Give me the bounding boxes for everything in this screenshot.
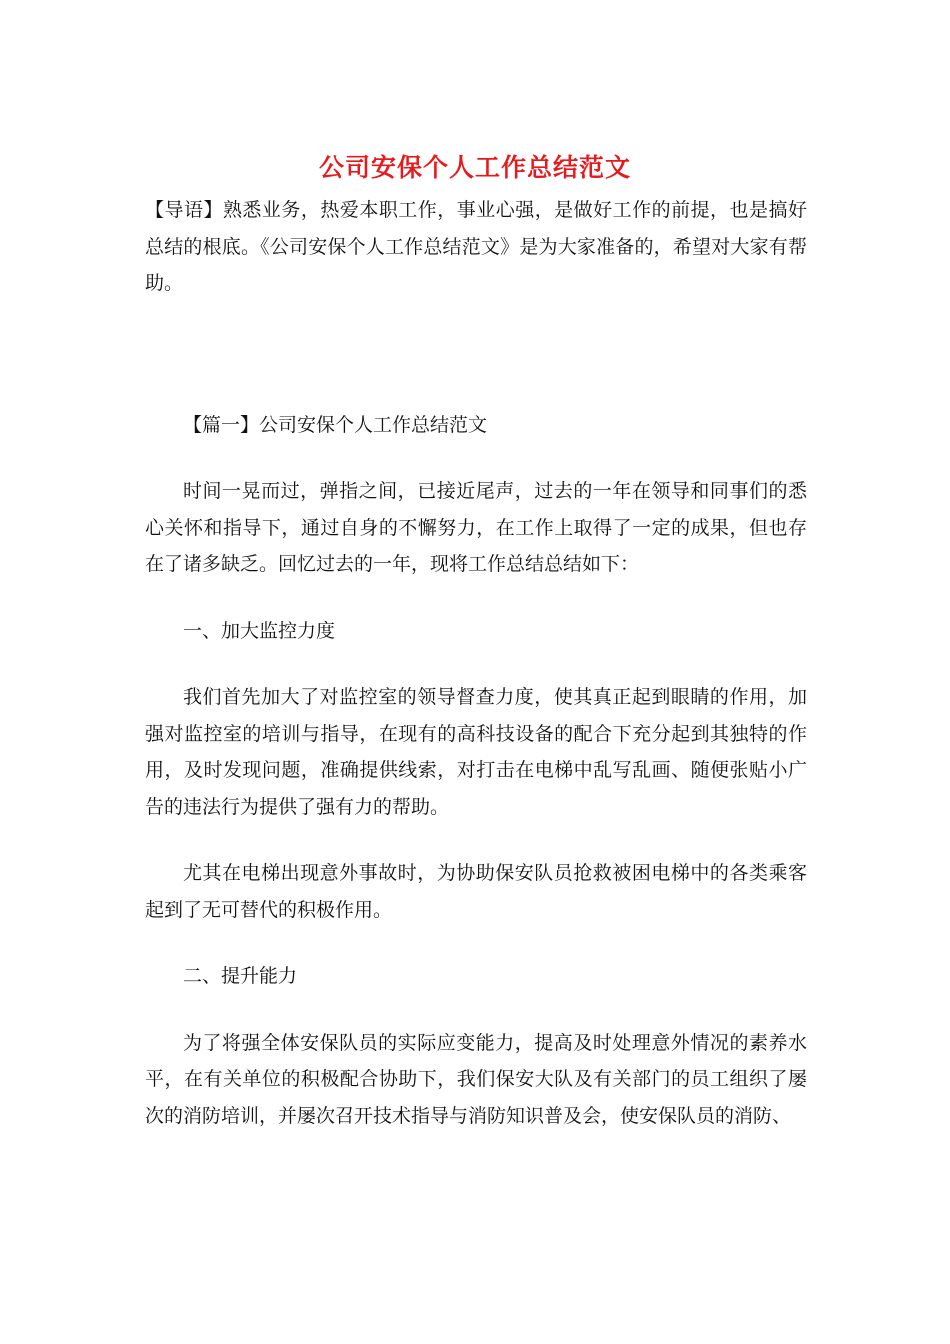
section-title: 【篇一】公司安保个人工作总结范文	[183, 413, 488, 436]
body-paragraph-1: 时间一晃而过，弹指之间，已接近尾声，过去的一年在领导和同事们的悉心关怀和指导下，通过自身的不懈努力，在工作上取得了一定的成果，但也存在了诸多缺乏。回忆过去的一年，现将工作总结总结如下：	[145, 480, 807, 575]
body-paragraph-3: 尤其在电梯出现意外事故时，为协助保安队员抢救被困电梯中的各类乘客起到了无可替代的积极作用。	[145, 862, 807, 921]
heading-2: 二、提升能力	[183, 965, 298, 987]
heading-1: 一、加大监控力度	[183, 619, 336, 642]
document-body	[145, 192, 807, 1134]
lead-paragraph: 【导语】熟悉业务，热爱本职工作，事业心强，是做好工作的前提，也是搞好总结的根底。《公司安保个人工作总结范文》是为大家准备的，希望对大家有帮助。	[145, 199, 807, 294]
body-paragraph-4: 为了将强全体安保队员的实际应变能力，提高及时处理意外情况的素养水平，在有关单位的积极配合协助下，我们保安大队及有关部门的员工组织了屡次的消防培训，并屡次召开技术指导与消防知识普及会，使安保队员的消防、	[145, 1031, 807, 1127]
document-title: 公司安保个人工作总结范文	[318, 153, 631, 182]
body-paragraph-2: 我们首先加大了对监控室的领导督查力度，使其真正起到眼睛的作用，加强对监控室的培训与指导，在现有的高科技设备的配合下充分起到其独特的作用，及时发现问题，准确提供线索，对打击在电梯中乱写乱画、随便张贴小广告的违法行为提供了强有力的帮助。	[145, 686, 807, 818]
